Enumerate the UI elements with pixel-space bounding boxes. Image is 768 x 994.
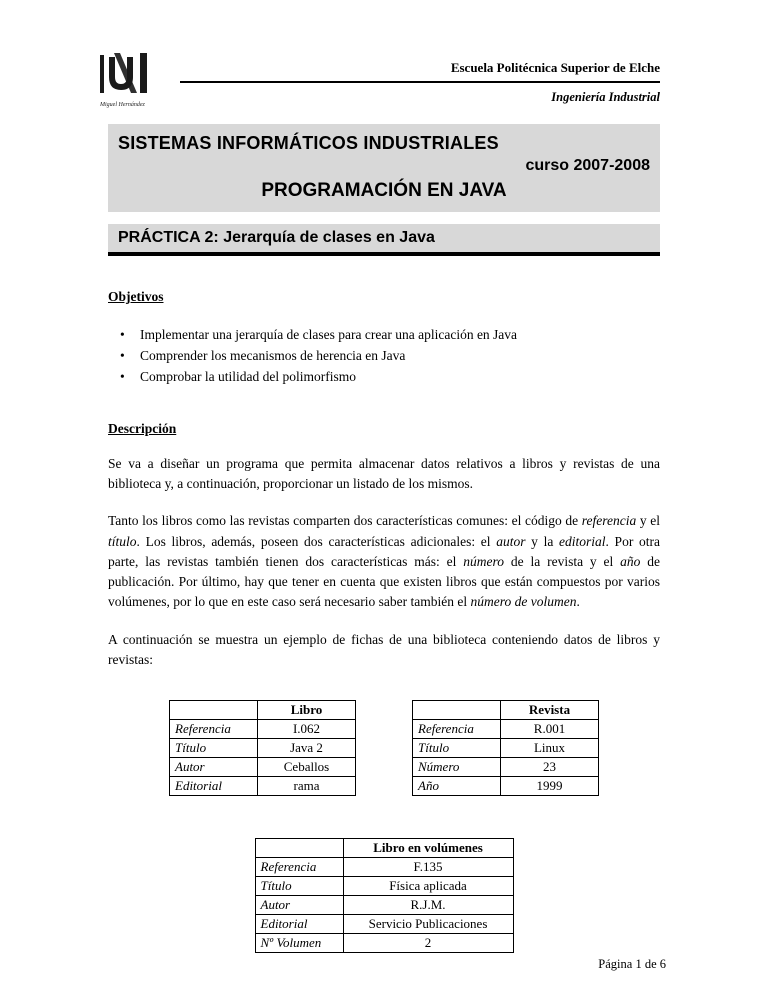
field-label: Año <box>413 777 501 796</box>
objetivos-heading: Objetivos <box>108 289 164 304</box>
paragraph: A continuación se muestra un ejemplo de fichas de una biblioteca conteniendo datos de libros y revistas: <box>108 631 660 667</box>
field-value: R.J.M. <box>343 896 513 915</box>
field-label: Autor <box>170 758 258 777</box>
field-label: Referencia <box>413 720 501 739</box>
table-row <box>255 915 513 934</box>
field-value: F.135 <box>343 858 513 877</box>
course-name: SISTEMAS INFORMÁTICOS INDUSTRIALES <box>118 133 499 153</box>
practice-title: PRÁCTICA 2: Jerarquía de clases en Java <box>108 224 660 256</box>
table-corner-cell <box>170 701 258 720</box>
example-tables-row <box>108 700 660 796</box>
page-header <box>100 50 660 108</box>
field-label: Título <box>255 877 343 896</box>
course-subject: PROGRAMACIÓN EN JAVA <box>261 180 507 201</box>
field-value: I.062 <box>258 720 356 739</box>
logo-caption: Miguel Hernández <box>100 102 145 108</box>
table-corner-cell <box>413 701 501 720</box>
table-row <box>413 739 599 758</box>
table-row <box>170 739 356 758</box>
field-label: Referencia <box>170 720 258 739</box>
table-libro-volumenes <box>255 838 514 953</box>
course-title-block <box>108 124 660 212</box>
table-revista <box>412 700 599 796</box>
bullet-icon: • <box>120 347 125 363</box>
list-item <box>108 367 660 388</box>
field-value: 2 <box>343 934 513 953</box>
field-value: 23 <box>501 758 599 777</box>
list-item <box>108 346 660 367</box>
field-label: Autor <box>255 896 343 915</box>
field-value: R.001 <box>501 720 599 739</box>
field-value: Física aplicada <box>343 877 513 896</box>
list-item-text: Comprobar la utilidad del polimorfismo <box>140 368 356 384</box>
table-row <box>413 777 599 796</box>
list-item-text: Comprender los mecanismos de herencia en Java <box>140 347 406 363</box>
field-value: Servicio Publicaciones <box>343 915 513 934</box>
umh-logo <box>100 50 180 108</box>
table-row <box>255 858 513 877</box>
field-value: Ceballos <box>258 758 356 777</box>
field-label: Título <box>413 739 501 758</box>
table-row <box>413 758 599 777</box>
table-row <box>170 758 356 777</box>
descripcion-heading: Descripción <box>108 420 177 436</box>
bullet-icon: • <box>120 327 125 342</box>
table-corner-cell <box>255 839 343 858</box>
objetivos-list <box>108 325 660 388</box>
umh-logo-icon <box>100 52 156 96</box>
field-label: Referencia <box>255 858 343 877</box>
degree-name: Ingeniería Industrial <box>551 90 660 104</box>
list-item <box>108 325 660 346</box>
bullet-icon: • <box>120 368 125 384</box>
course-year: curso 2007-2008 <box>525 157 650 174</box>
header-right <box>180 50 660 105</box>
page-number: Página 1 de 6 <box>598 957 666 971</box>
table-row <box>170 777 356 796</box>
list-item-text: Implementar una jerarquía de clases para crear una aplicación en Java <box>140 327 518 342</box>
field-label: Número <box>413 758 501 777</box>
table-row <box>255 877 513 896</box>
field-label: Nº Volumen <box>255 934 343 953</box>
table-row <box>255 934 513 953</box>
table-header: Revista <box>501 701 599 720</box>
paragraph: Se va a diseñar un programa que permita almacenar datos relativos a libros y revistas de una biblioteca y, a continuación, proporcionar un listado de los mismos. <box>108 455 660 492</box>
field-value: Java 2 <box>258 739 356 758</box>
school-name: Escuela Politécnica Superior de Elche <box>450 60 660 75</box>
field-value: rama <box>258 777 356 796</box>
table-row <box>255 896 513 915</box>
field-value: Linux <box>501 739 599 758</box>
field-label: Editorial <box>255 915 343 934</box>
paragraph: Tanto los libros como las revistas comparten dos características comunes: el código de referencia y el título. Los libros, además, poseen dos características adicionales: el autor y la editorial. Por otra parte, las revistas también tienen dos características más: el número de la revista y el año de publicación. Por último, hay que tener en cuenta que existen libros que están compuestos por varios volúmenes, por lo que en este caso será necesario saber también el número de volumen. <box>108 513 661 610</box>
field-value: 1999 <box>501 777 599 796</box>
table-row <box>170 720 356 739</box>
table-libro <box>169 700 356 796</box>
document-body <box>108 289 660 953</box>
field-label: Título <box>170 739 258 758</box>
table-header: Libro en volúmenes <box>343 839 513 858</box>
header-rule <box>180 81 660 83</box>
volumes-table-wrap <box>108 838 660 953</box>
field-label: Editorial <box>170 777 258 796</box>
table-header: Libro <box>258 701 356 720</box>
table-row <box>413 720 599 739</box>
